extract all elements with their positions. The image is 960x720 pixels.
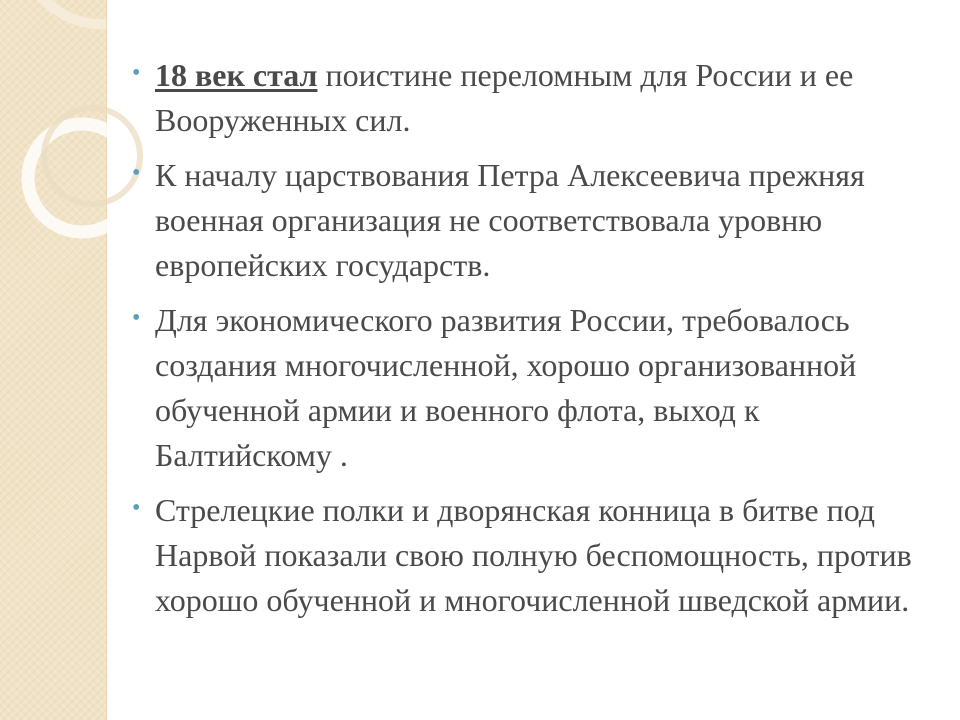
- bullet-dot: •: [132, 160, 141, 186]
- bullet-3-text: Для экономического развития России, требовалось создания многочисленной, хорошо организованной обученной армии и военного флота, выход к Балтийскому .: [155, 302, 857, 473]
- bullet-dot: •: [132, 495, 141, 521]
- bullet-list: [128, 53, 928, 633]
- bullet-item-4: [128, 488, 928, 623]
- bullet-item-1: [128, 53, 928, 143]
- bullet-4-text: Стрелецкие полки и дворянская конница в битве под Нарвой показали свою полную беспомощность, против хорошо обученной и многочисленной шведской армии.: [155, 492, 912, 618]
- bullet-1-lead: 18 век стал: [155, 57, 318, 93]
- bullet-dot: •: [132, 305, 141, 331]
- bullet-1-text: поистине переломным для России и ее Вооруженных сил.: [155, 57, 854, 138]
- ring-top-arc: [26, 0, 106, 24]
- bullet-2-text: К началу царствования Петра Алексеевича прежняя военная организация не соответствовала уровню европейских государств.: [155, 157, 865, 283]
- bullet-dot: •: [132, 60, 141, 86]
- bullet-item-2: [128, 153, 928, 288]
- bullet-item-3: [128, 298, 928, 478]
